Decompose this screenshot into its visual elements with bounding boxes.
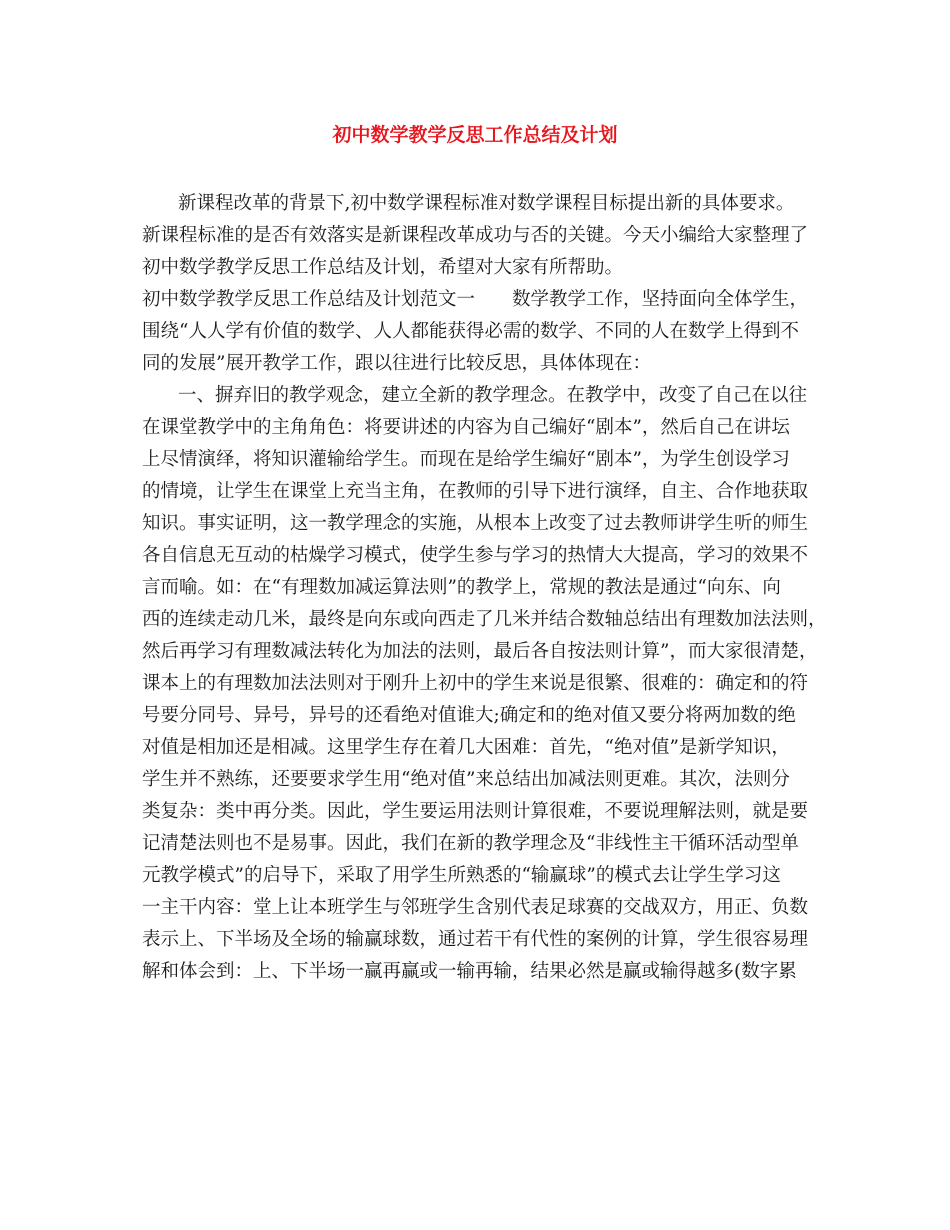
text-line: 初中数学教学反思工作总结及计划，希望对大家有所帮助。 [142, 257, 624, 278]
text-line: 言而喻。如：在“有理数加减运算法则”的教学上，常规的教法是通过“向东、向 [142, 577, 781, 598]
text-line: 学生并不熟练，还要要求学生用“绝对值”来总结出加减法则更难。其次，法则分 [142, 769, 790, 790]
text-line: 知识。事实证明，这一教学理念的实施，从根本上改变了过去教师讲学生听的师生 [142, 513, 809, 534]
text-line: 围绕“人人学有价值的数学、人人都能获得必需的数学、不同的人在数学上得到不 [142, 321, 799, 342]
document-title: 初中数学教学反思工作总结及计划 [332, 124, 618, 146]
text-line: 的情境，让学生在课堂上充当主角，在教师的引导下进行演绎，自主、合作地获取 [142, 481, 809, 502]
text-line: 号要分同号、异号，异号的还看绝对值谁大;确定和的绝对值又要分将两加数的绝 [142, 705, 796, 726]
text-line: 同的发展”展开教学工作，跟以往进行比较反思，具体体现在： [142, 353, 651, 374]
text-line: 课本上的有理数加法法则对于刚升上初中的学生来说是很繁、很难的：确定和的符 [142, 673, 809, 694]
text-line: 初中数学教学反思工作总结及计划范文一 数学教学工作，坚持面向全体学生， [142, 289, 809, 310]
text-line: 一主干内容：堂上让本班学生与邻班学生含别代表足球赛的交战双方，用正、负数 [142, 897, 809, 918]
text-line: 上尽情演绎，将知识灌输给学生。而现在是给学生编好“剧本”，为学生创设学习 [142, 449, 790, 470]
text-line: 解和体会到：上、下半场一赢再赢或一输再输，结果必然是赢或输得越多(数字累 [142, 961, 797, 982]
text-line: 各自信息无互动的枯燥学习模式，使学生参与学习的热情大大提高，学习的效果不 [142, 545, 809, 566]
text-line: 新课程标准的是否有效落实是新课程改革成功与否的关键。今天小编给大家整理了 [142, 225, 809, 246]
text-line: 表示上、下半场及全场的输赢球数，通过若干有代性的案例的计算，学生很容易理 [142, 929, 809, 950]
document-body [142, 188, 827, 988]
text-line: 一、摒弃旧的教学观念，建立全新的教学理念。在教学中，改变了自己在以往 [178, 385, 808, 406]
text-line: 在课堂教学中的主角角色：将要讲述的内容为自己编好“剧本”，然后自己在讲坛 [142, 417, 790, 438]
text-line: 新课程改革的背景下,初中数学课程标准对数学课程目标提出新的具体要求。 [178, 193, 795, 214]
text-line: 对值是相加还是相减。这里学生存在着几大困难：首先，“绝对值”是新学知识， [142, 737, 790, 758]
text-line: 元教学模式”的启导下，采取了用学生所熟悉的“输赢球”的模式去让学生学习这 [142, 865, 781, 886]
text-line: 记清楚法则也不是易事。因此，我们在新的教学理念及“非线性主干循环活动型单 [142, 833, 799, 854]
text-line: 类复杂：类中再分类。因此，学生要运用法则计算很难，不要说理解法则，就是要 [142, 801, 809, 822]
text-line: 然后再学习有理数减法转化为加法的法则，最后各自按法则计算”，而大家很清楚， [142, 641, 818, 662]
text-line: 西的连续走动几米，最终是向东或向西走了几米并结合数轴总结出有理数加法法则， [142, 609, 827, 630]
